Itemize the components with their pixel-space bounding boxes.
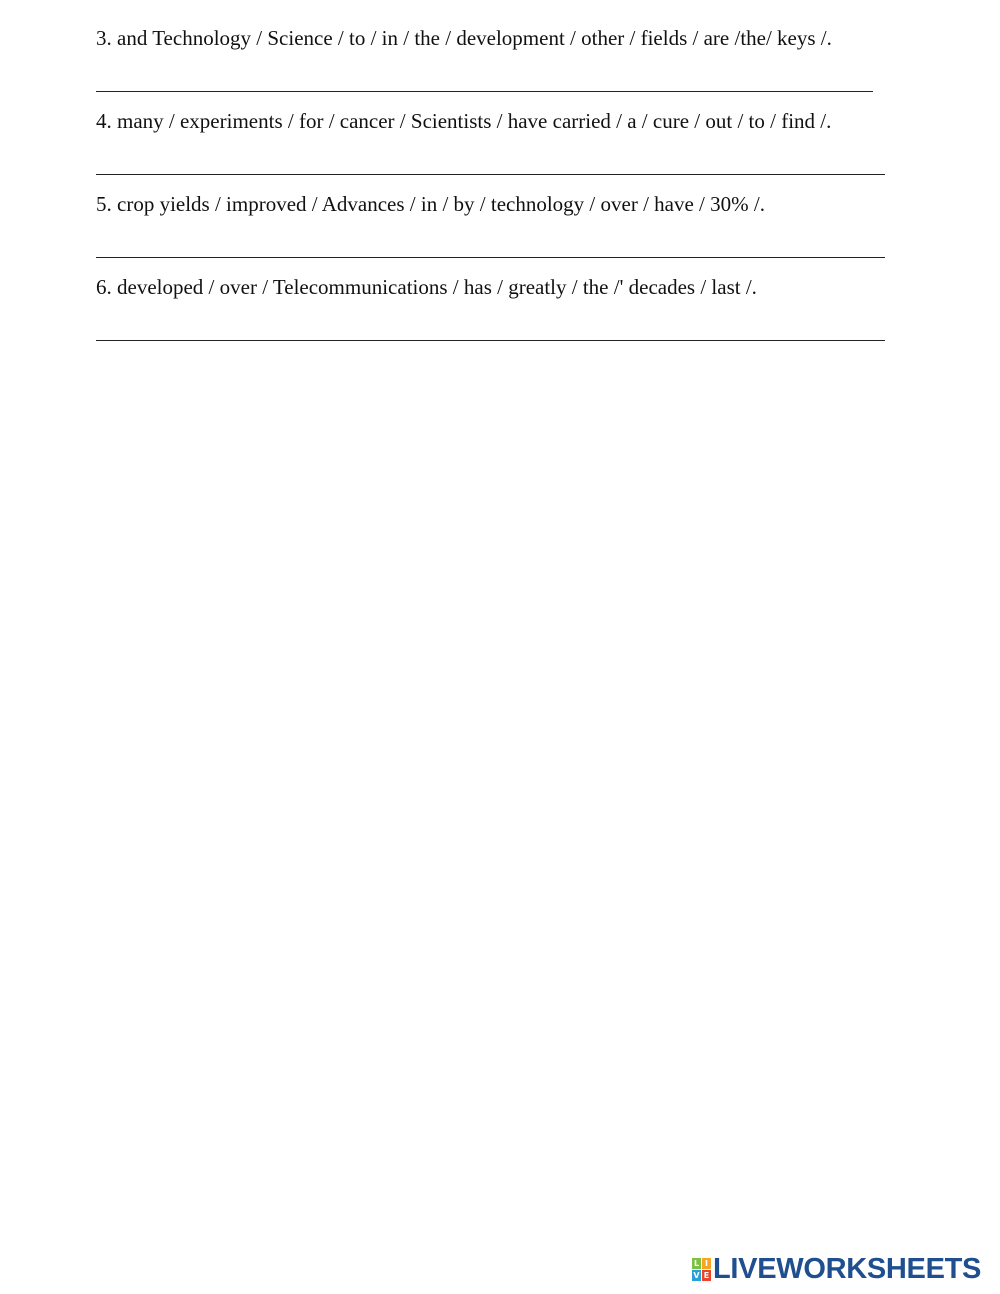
question-prompt: 4. many / experiments / for / cancer / Scientists / have carried / a / cure / out / to / find /. — [96, 109, 832, 133]
logo-mark-letter: L — [693, 1258, 700, 1268]
logo-mark-letter: V — [693, 1270, 700, 1280]
logo-mark-letter: E — [703, 1270, 710, 1280]
question-4 — [96, 105, 936, 188]
question-prompt: 5. crop yields / improved / Advances / in / by / technology / over / have / 30% /. — [96, 192, 765, 216]
logo-wordmark: LIVEWORKSHEETS — [713, 1253, 982, 1285]
question-5 — [96, 188, 936, 271]
answer-line — [96, 174, 885, 175]
liveworksheets-logo — [692, 1255, 981, 1283]
worksheet-content — [96, 22, 936, 354]
question-prompt: 6. developed / over / Telecommunications / has / greatly / the /' decades / last /. — [96, 275, 757, 299]
logo-mark-letter: I — [702, 1258, 711, 1269]
question-prompt: 3. and Technology / Science / to / in / the / development / other / fields / are /the/ keys /. — [96, 26, 832, 50]
answer-line — [96, 257, 885, 258]
logo-mark-icon — [692, 1258, 711, 1281]
answer-line — [96, 91, 873, 92]
question-6 — [96, 271, 936, 354]
answer-line — [96, 340, 885, 341]
question-3 — [96, 22, 936, 105]
